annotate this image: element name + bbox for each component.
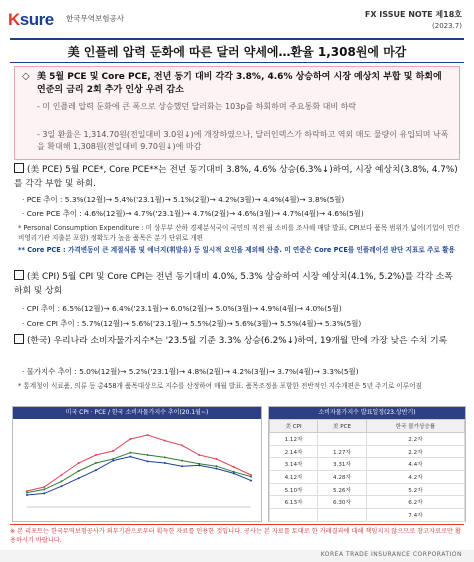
inflation-chart — [12, 406, 262, 522]
table-cell — [318, 433, 367, 446]
data-point — [181, 465, 183, 467]
checkbox-icon — [14, 163, 24, 173]
data-point — [233, 472, 235, 474]
section-us-cpi: (美 CPI) 5월 CPI 및 Core CPI는 전년 동기대비 4.0%, 5.3% 상승하여 시장 예상치(4.1%, 5.2%)를 각각 소폭 하회 및 상회 — [14, 272, 453, 296]
table-row — [270, 433, 465, 446]
table-body — [270, 433, 465, 522]
core-cpi-trend: · Core CPI 추이 : 5.7%(12월)→ 5.6%('23.1월)→ 5.5%(2월)→ 5.6%(3월)→ 5.5%(4월)→ 5.3%(5월) — [22, 319, 362, 328]
ksure-logo: Ksure — [8, 10, 54, 29]
data-point — [95, 462, 97, 464]
data-point — [181, 460, 183, 462]
corp-name: KOREA TRADE INSURANCE CORPORATION — [320, 551, 462, 558]
summary-bullet-dollar: - 미 인플레 압력 둔화에 큰 폭으로 상승했던 달러화는 103p를 하회하며 주요통화 대비 하락 — [37, 102, 357, 111]
table-cell: 6.2자 — [366, 496, 464, 509]
issue-number: FX ISSUE NOTE 제18호 — [364, 10, 462, 19]
data-point — [43, 486, 45, 488]
table-cell: 4.28자 — [318, 471, 367, 484]
data-point — [43, 492, 45, 494]
table-cell: 1.27자 — [318, 445, 367, 458]
data-point — [129, 456, 131, 458]
section-korea: (한국) 우리나라 소비자물가지수*는 '23.5월 기준 3.3% 상승(6.2%↓)하여, 19개월 만에 가장 낮은 수치 기록 — [14, 334, 462, 348]
org-name: 한국무역보험공사 — [66, 14, 124, 23]
data-point — [78, 462, 80, 464]
page-title: 美 인플레 압력 둔화에 따른 달러 약세에…환율 1,308원에 마감 — [67, 44, 407, 59]
table-cell: 4.4자 — [366, 458, 464, 471]
data-point — [216, 458, 218, 460]
data-point — [147, 454, 149, 456]
disclaimer: ※ 본 리포트는 한국무역보험공사가 외부기관으로부터 획득한 자료를 인용한 것입니다. 공사는 본 자료를 토대로 한 거래결과에 대해 책임지지 않으므로 참고자료로만 활용하시기 바랍니다. — [10, 524, 464, 549]
data-point — [26, 494, 28, 496]
data-point — [78, 477, 80, 479]
series-line-0 — [27, 435, 251, 491]
summary-box — [14, 66, 460, 160]
korea-footnote: * 통계청이 식료품, 의류 등 총458개 품목대상으로 지수를 산정하여 매월 발표. 품목조정을 포함한 전반적인 지수개편은 5년 주기로 이루어짐 — [18, 382, 422, 390]
table-row — [270, 496, 465, 509]
data-point — [164, 456, 166, 458]
table-cell: 2.14자 — [270, 445, 318, 458]
table-cell: 4.12자 — [270, 471, 318, 484]
data-point — [60, 485, 62, 487]
schedule-table — [269, 419, 465, 522]
data-point — [198, 464, 200, 466]
table-cell: 2.2자 — [366, 433, 464, 446]
table-cell: 1.12자 — [270, 433, 318, 446]
data-point — [129, 438, 131, 440]
data-point — [216, 465, 218, 467]
checkbox-icon — [14, 334, 24, 344]
data-point — [95, 469, 97, 471]
table-row — [270, 509, 465, 522]
table-header-cell: 한국 물가상승률 — [366, 420, 464, 433]
table-cell: 5.26자 — [318, 483, 367, 496]
data-point — [198, 454, 200, 456]
pce-footnote: * Personal Consumption Expenditure : 미 상무부 산하 경제분석국이 국민의 직전 월 소비를 조사해 매달 발표, CPI보다 품목 범위가 넓어(기업이 민간 비영리기관 지출분 포함) 정확도가 높음 품목은 분기 단위로 개편 — [18, 224, 460, 242]
data-point — [60, 480, 62, 482]
data-point — [250, 476, 252, 478]
issue-date: (2023.7) — [432, 22, 462, 30]
table-cell: 6.30자 — [318, 496, 367, 509]
table-header-cell: 美 CPI — [270, 420, 318, 433]
core-pce-footnote: ** Core PCE : 가격변동이 큰 계절식품 및 에너지(휘발유) 등 일시적 요인을 제외해 산출. 미 연준은 Core PCE를 인플레이션 판단 지표로 주로 활용 — [18, 246, 455, 254]
section-us-pce: (美 PCE) 5월 PCE*, Core PCE**는 전년 동기대비 3.8%, 4.6% 상승(6.3%↓)하여, 시장 예상치(3.8%, 4.7%)를 각각 부합 및 하회. — [14, 165, 458, 189]
table-cell — [318, 509, 367, 522]
table-cell — [270, 509, 318, 522]
data-point — [233, 466, 235, 468]
release-schedule-table — [268, 406, 466, 522]
table-header-cell: 美 PCE — [318, 420, 367, 433]
table-row — [270, 458, 465, 471]
table-cell: 4.2자 — [366, 471, 464, 484]
table-cell: 3.14자 — [270, 458, 318, 471]
data-point — [112, 460, 114, 462]
table-cell: 5.2자 — [366, 483, 464, 496]
table-cell: 6.13자 — [270, 496, 318, 509]
data-point — [60, 474, 62, 476]
data-point — [95, 454, 97, 456]
table-cell: 3.31자 — [318, 458, 367, 471]
table-row — [270, 471, 465, 484]
table-header-row — [270, 420, 465, 433]
data-point — [78, 470, 80, 472]
summary-bullet-fx: - 3일 환율은 1,314.70원(전일대비 3.0원↓)에 개장하였으나, 달러인덱스가 하락하고 역외 매도 물량이 유입되며 낙폭을 확대해 1,308원(전일대비 9.70원↓)에 마감 — [37, 130, 449, 151]
footer-bar — [0, 550, 474, 562]
data-point — [181, 444, 183, 446]
data-point — [216, 468, 218, 470]
data-point — [147, 460, 149, 462]
data-point — [26, 492, 28, 494]
data-point — [164, 462, 166, 464]
table-cell: 2.2자 — [366, 445, 464, 458]
table-row — [270, 483, 465, 496]
checkbox-icon — [14, 270, 24, 280]
table-cell: 7.4자 — [366, 509, 464, 522]
table-row — [270, 445, 465, 458]
page-header — [0, 0, 474, 40]
data-point — [129, 452, 131, 454]
korea-cpi-trend: · 물가지수 추이 : 5.0%(12월)→ 5.2%('23.1월)→ 4.8%(2월)→ 4.2%(3월)→ 3.7%(4월)→ 3.3%(5월) — [22, 367, 359, 376]
table-cell: 5.10자 — [270, 483, 318, 496]
chart-plot — [13, 419, 261, 519]
diamond-icon: ◇ — [22, 71, 30, 82]
core-pce-trend: · Core PCE 추이 : 4.6%(12월)→ 4.7%('23.1월)→ 4.7%(2월)→ 4.6%(3월)→ 4.7%(4월)→ 4.6%(5월) — [22, 209, 364, 218]
data-point — [147, 434, 149, 436]
data-point — [43, 488, 45, 490]
title-bar — [10, 38, 464, 63]
summary-headline: 美 5월 PCE 및 Core PCE, 전년 동기 대비 각각 3.8%, 4.6% 상승하여 시장 예상치 부합 및 하회에 연준의 금리 2회 추가 인상 우려 감소 — [37, 72, 442, 95]
pce-trend: · PCE 추이 : 5.3%(12월)→ 5.4%('23.1월)→ 5.1%(2월)→ 4.2%(3월)→ 4.4%(4월)→ 3.8%(5월) — [22, 195, 345, 204]
data-point — [112, 450, 114, 452]
chart-title: 미국 CPI · PCE / 한국 소비자물가지수 추이(20.1월~) — [13, 407, 261, 419]
data-point — [250, 480, 252, 482]
table-title: 소비자물가지수 발표일정(23.상반기) — [269, 407, 465, 419]
data-point — [164, 440, 166, 442]
cpi-trend: · CPI 추이 : 6.5%(12월)→ 6.4%('23.1월)→ 6.0%(2월)→ 5.0%(3월)→ 4.9%(4월)→ 4.0%(5월) — [22, 304, 342, 313]
